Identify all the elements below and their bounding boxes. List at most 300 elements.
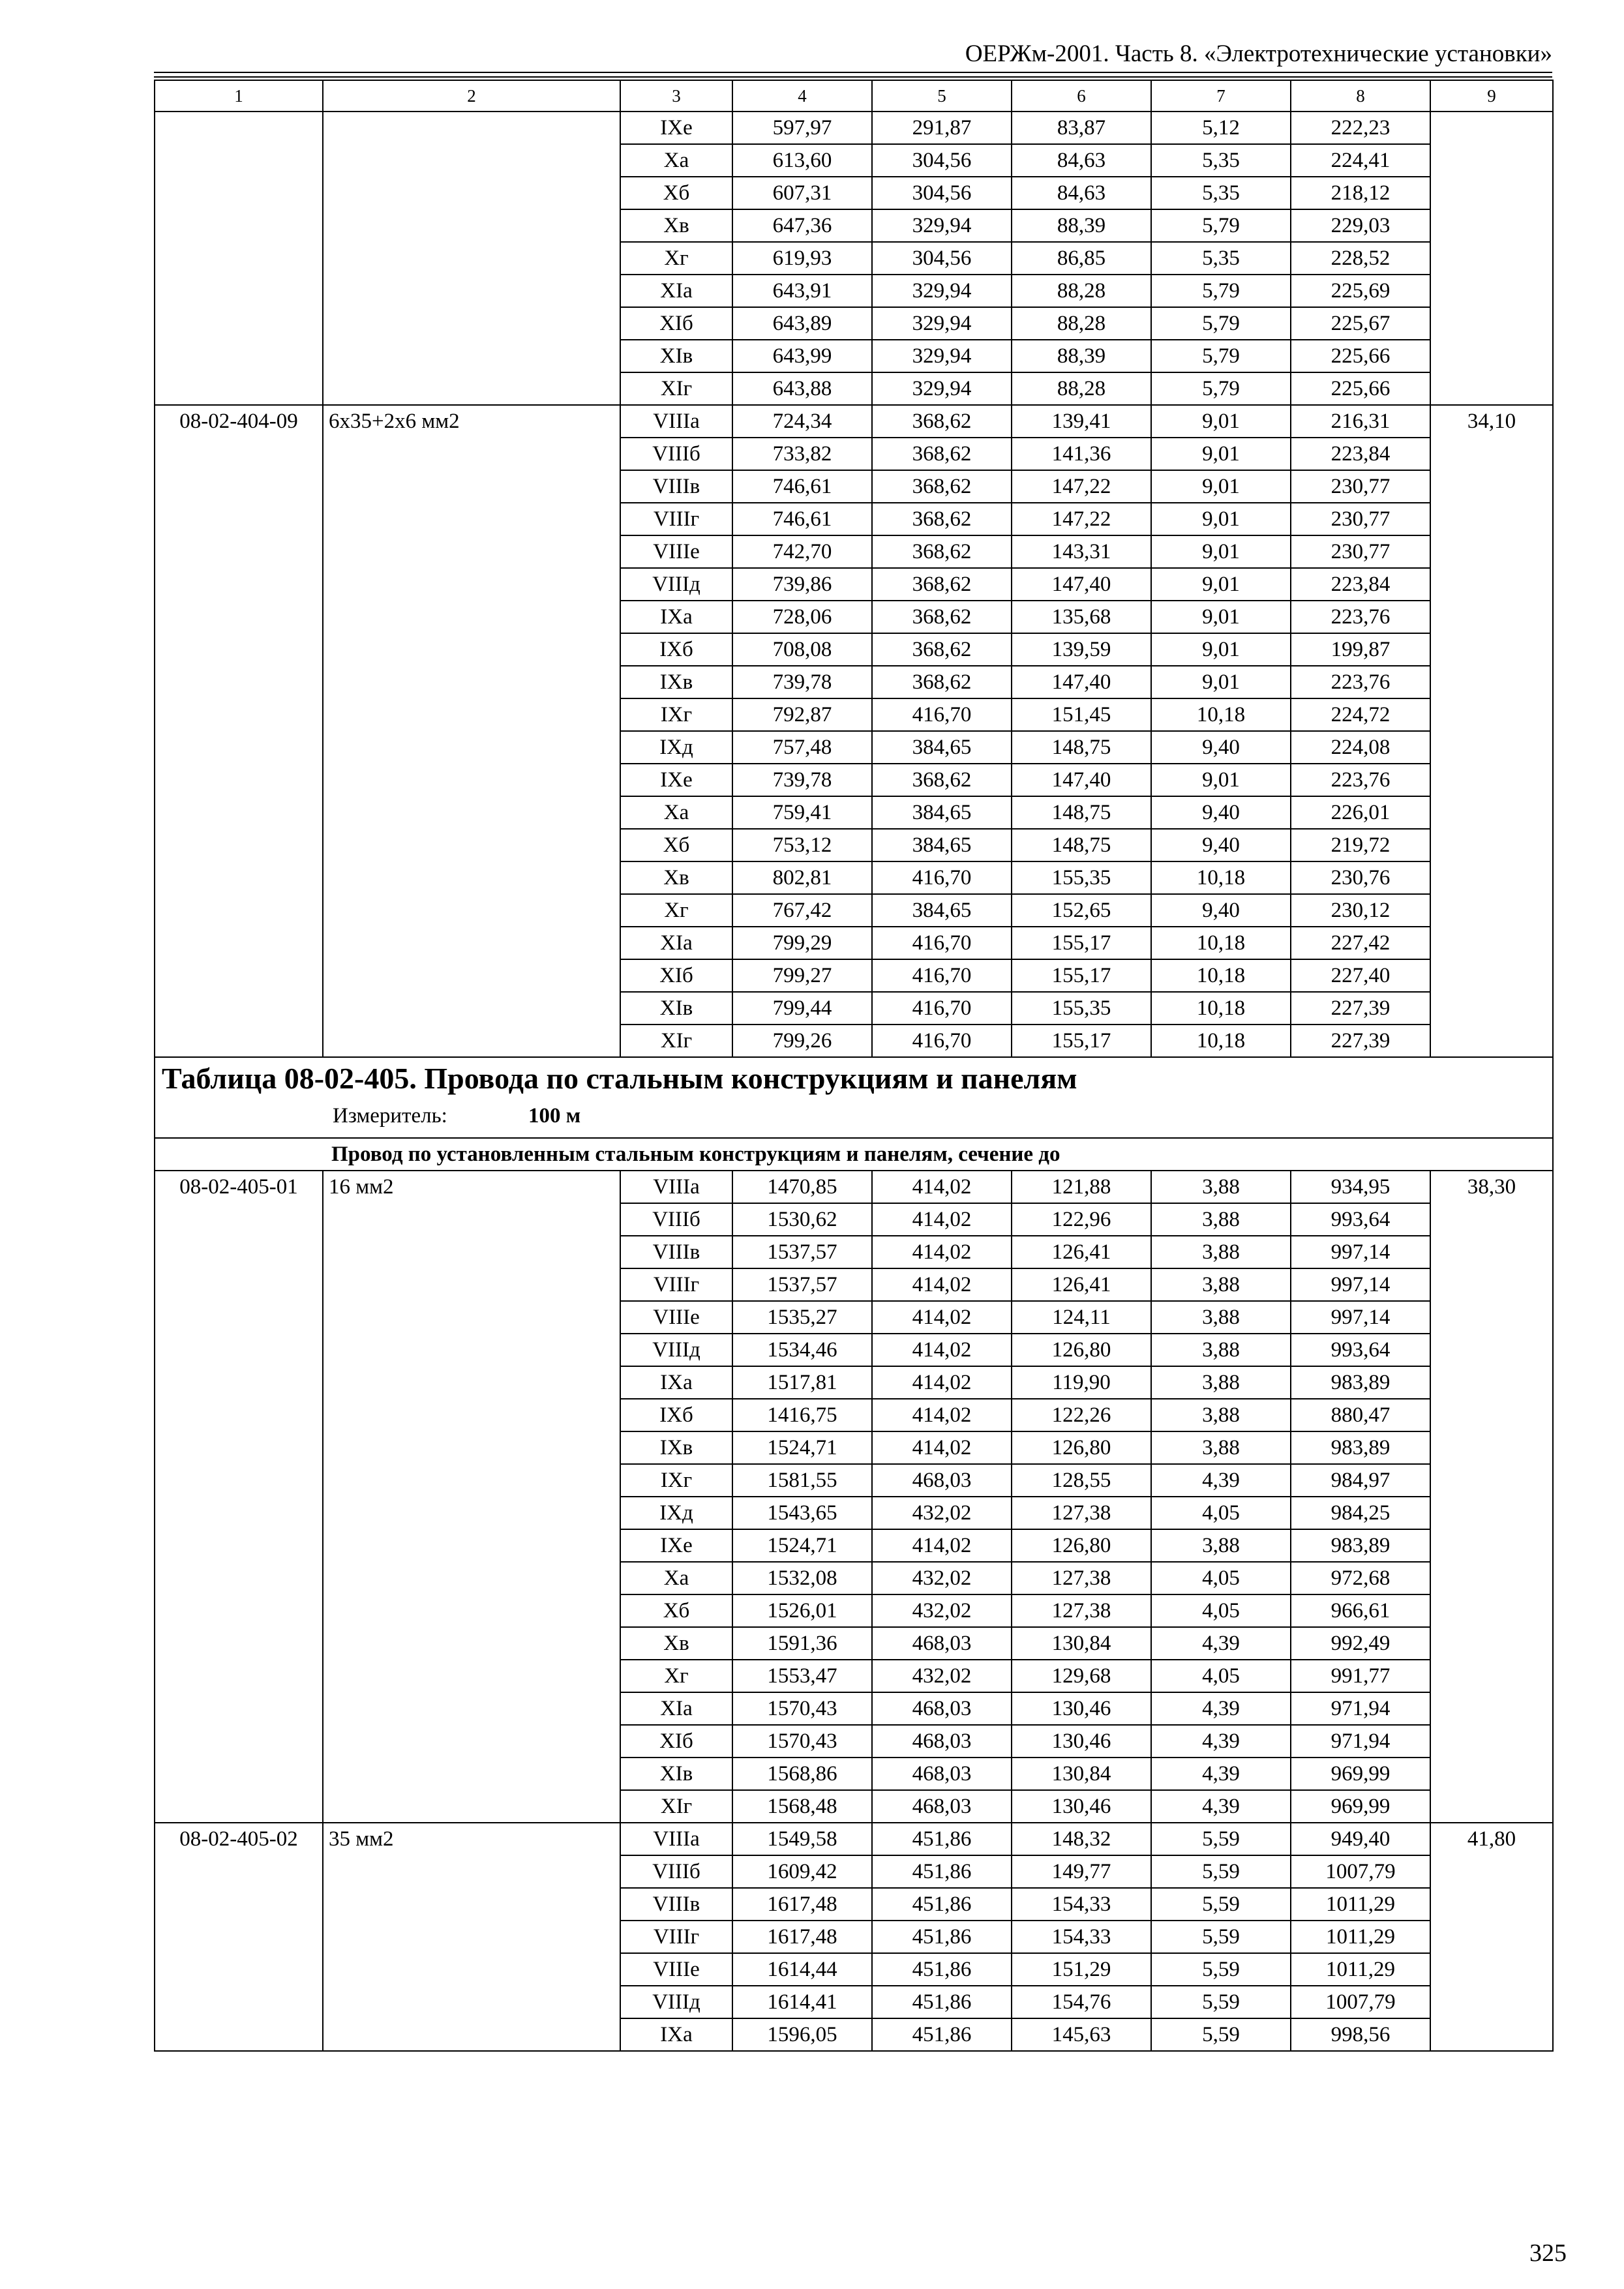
materials-cell: 971,94	[1291, 1692, 1430, 1725]
zone-cell: IXа	[620, 1366, 732, 1399]
code-cell	[155, 144, 323, 177]
code-cell	[155, 2018, 323, 2051]
machine-cost-cell: 143,31	[1012, 535, 1151, 568]
wages-cell: 414,02	[872, 1399, 1012, 1431]
labor-norm-cell	[1430, 666, 1553, 698]
wages-cell: 451,86	[872, 1921, 1012, 1953]
wages-cell: 416,70	[872, 992, 1012, 1025]
materials-cell: 971,94	[1291, 1725, 1430, 1758]
code-cell	[155, 242, 323, 275]
machinist-wages-cell: 5,12	[1151, 112, 1291, 144]
zone-cell: IXе	[620, 764, 732, 796]
zone-cell: IXе	[620, 1529, 732, 1562]
code-cell	[155, 438, 323, 470]
machinist-wages-cell: 5,35	[1151, 177, 1291, 209]
machinist-wages-cell: 5,59	[1151, 1823, 1291, 1855]
zone-cell: VIIIд	[620, 1986, 732, 2018]
description-cell	[323, 568, 620, 601]
code-cell	[155, 1025, 323, 1057]
header-rule-double	[154, 76, 1552, 78]
zone-cell: XIв	[620, 992, 732, 1025]
labor-norm-cell	[1430, 535, 1553, 568]
total-cost-cell: 1543,65	[732, 1497, 872, 1529]
wages-cell: 384,65	[872, 829, 1012, 861]
code-cell	[155, 861, 323, 894]
wages-cell: 329,94	[872, 275, 1012, 307]
machine-cost-cell: 148,75	[1012, 796, 1151, 829]
description-cell	[323, 340, 620, 372]
wages-cell: 416,70	[872, 1025, 1012, 1057]
description-cell	[323, 1562, 620, 1594]
wages-cell: 432,02	[872, 1497, 1012, 1529]
description-cell	[323, 2018, 620, 2051]
total-cost-cell: 647,36	[732, 209, 872, 242]
labor-norm-cell	[1430, 438, 1553, 470]
zone-cell: IXа	[620, 601, 732, 633]
table-row	[155, 698, 1553, 731]
materials-cell: 991,77	[1291, 1660, 1430, 1692]
table-row	[155, 1171, 1553, 1203]
wages-cell: 384,65	[872, 731, 1012, 764]
code-cell	[155, 568, 323, 601]
machinist-wages-cell: 9,01	[1151, 470, 1291, 503]
table-row	[155, 1399, 1553, 1431]
materials-cell: 1007,79	[1291, 1986, 1430, 2018]
total-cost-cell: 739,86	[732, 568, 872, 601]
code-cell	[155, 1203, 323, 1236]
machine-cost-cell: 154,76	[1012, 1986, 1151, 2018]
machinist-wages-cell: 9,40	[1151, 731, 1291, 764]
wages-cell: 414,02	[872, 1431, 1012, 1464]
description-cell	[323, 927, 620, 959]
materials-cell: 969,99	[1291, 1790, 1430, 1823]
table-row	[155, 1562, 1553, 1594]
page-number: 325	[1529, 2239, 1567, 2267]
machinist-wages-cell: 5,59	[1151, 1855, 1291, 1888]
machinist-wages-cell: 5,35	[1151, 242, 1291, 275]
description-cell	[323, 633, 620, 666]
description-cell	[323, 1986, 620, 2018]
materials-cell: 1011,29	[1291, 1888, 1430, 1921]
labor-norm-cell	[1430, 1953, 1553, 1986]
labor-norm-cell: 38,30	[1430, 1171, 1553, 1203]
machinist-wages-cell: 9,40	[1151, 829, 1291, 861]
labor-norm-cell	[1430, 1725, 1553, 1758]
description-cell	[323, 209, 620, 242]
machine-cost-cell: 128,55	[1012, 1464, 1151, 1497]
table-row	[155, 1855, 1553, 1888]
code-cell	[155, 1627, 323, 1660]
code-cell	[155, 1431, 323, 1464]
running-header: ОЕРЖм-2001. Часть 8. «Электротехнические установки»	[965, 40, 1552, 67]
labor-norm-cell	[1430, 112, 1553, 144]
total-cost-cell: 1537,57	[732, 1268, 872, 1301]
labor-norm-cell	[1430, 177, 1553, 209]
machine-cost-cell: 147,40	[1012, 568, 1151, 601]
zone-cell: Xб	[620, 1594, 732, 1627]
total-cost-cell: 1535,27	[732, 1301, 872, 1334]
total-cost-cell: 742,70	[732, 535, 872, 568]
machinist-wages-cell: 3,88	[1151, 1431, 1291, 1464]
machinist-wages-cell: 4,39	[1151, 1627, 1291, 1660]
machine-cost-cell: 127,38	[1012, 1594, 1151, 1627]
description-cell	[323, 307, 620, 340]
total-cost-cell: 1568,48	[732, 1790, 872, 1823]
materials-cell: 969,99	[1291, 1758, 1430, 1790]
table-row	[155, 1529, 1553, 1562]
wages-cell: 368,62	[872, 764, 1012, 796]
materials-cell: 997,14	[1291, 1268, 1430, 1301]
table-row	[155, 535, 1553, 568]
materials-cell: 1007,79	[1291, 1855, 1430, 1888]
labor-norm-cell: 34,10	[1430, 405, 1553, 438]
zone-cell: XIб	[620, 307, 732, 340]
description-cell	[323, 829, 620, 861]
materials-cell: 227,40	[1291, 959, 1430, 992]
total-cost-cell: 799,26	[732, 1025, 872, 1057]
machinist-wages-cell: 4,05	[1151, 1660, 1291, 1692]
column-number-5: 5	[872, 80, 1012, 112]
zone-cell: VIIIа	[620, 1823, 732, 1855]
machine-cost-cell: 126,80	[1012, 1529, 1151, 1562]
description-cell	[323, 959, 620, 992]
materials-cell: 222,23	[1291, 112, 1430, 144]
labor-norm-cell	[1430, 1366, 1553, 1399]
code-cell	[155, 1594, 323, 1627]
total-cost-cell: 1568,86	[732, 1758, 872, 1790]
machine-cost-cell: 147,22	[1012, 470, 1151, 503]
zone-cell: IXе	[620, 112, 732, 144]
machinist-wages-cell: 10,18	[1151, 992, 1291, 1025]
wages-cell: 451,86	[872, 2018, 1012, 2051]
labor-norm-cell	[1430, 1888, 1553, 1921]
machinist-wages-cell: 4,39	[1151, 1790, 1291, 1823]
header-rule	[154, 72, 1552, 73]
total-cost-cell: 643,99	[732, 340, 872, 372]
labor-norm-cell	[1430, 1758, 1553, 1790]
column-number-6: 6	[1012, 80, 1151, 112]
wages-cell: 468,03	[872, 1790, 1012, 1823]
description-cell	[323, 177, 620, 209]
table-row	[155, 1236, 1553, 1268]
machine-cost-cell: 130,46	[1012, 1725, 1151, 1758]
description-cell	[323, 1529, 620, 1562]
code-cell	[155, 1268, 323, 1301]
zone-cell: VIIIд	[620, 1334, 732, 1366]
description-cell	[323, 1953, 620, 1986]
machinist-wages-cell: 3,88	[1151, 1399, 1291, 1431]
column-number-row	[155, 80, 1553, 112]
table-row	[155, 1823, 1553, 1855]
total-cost-cell: 802,81	[732, 861, 872, 894]
table-row	[155, 1953, 1553, 1986]
machine-cost-cell: 147,22	[1012, 503, 1151, 535]
description-cell	[323, 1790, 620, 1823]
total-cost-cell: 1596,05	[732, 2018, 872, 2051]
table-row	[155, 959, 1553, 992]
materials-cell: 223,76	[1291, 601, 1430, 633]
zone-cell: XIг	[620, 1025, 732, 1057]
materials-cell: 216,31	[1291, 405, 1430, 438]
materials-cell: 983,89	[1291, 1366, 1430, 1399]
description-cell	[323, 438, 620, 470]
code-cell	[155, 1529, 323, 1562]
total-cost-cell: 1416,75	[732, 1399, 872, 1431]
zone-cell: Xг	[620, 1660, 732, 1692]
description-cell	[323, 275, 620, 307]
zone-cell: Xа	[620, 1562, 732, 1594]
zone-cell: IXг	[620, 1464, 732, 1497]
machine-cost-cell: 145,63	[1012, 2018, 1151, 2051]
wages-cell: 414,02	[872, 1334, 1012, 1366]
labor-norm-cell	[1430, 340, 1553, 372]
machine-cost-cell: 122,26	[1012, 1399, 1151, 1431]
code-cell	[155, 1790, 323, 1823]
machine-cost-cell: 141,36	[1012, 438, 1151, 470]
code-cell	[155, 1986, 323, 2018]
zone-cell: IXд	[620, 1497, 732, 1529]
materials-cell: 199,87	[1291, 633, 1430, 666]
zone-cell: XIб	[620, 959, 732, 992]
total-cost-cell: 759,41	[732, 796, 872, 829]
total-cost-cell: 1532,08	[732, 1562, 872, 1594]
description-cell	[323, 1268, 620, 1301]
description-cell	[323, 503, 620, 535]
wages-cell: 414,02	[872, 1171, 1012, 1203]
code-cell	[155, 1236, 323, 1268]
wages-cell: 368,62	[872, 405, 1012, 438]
table-row	[155, 1497, 1553, 1529]
zone-cell: VIIIб	[620, 1203, 732, 1236]
labor-norm-cell	[1430, 275, 1553, 307]
wages-cell: 432,02	[872, 1594, 1012, 1627]
code-cell	[155, 503, 323, 535]
total-cost-cell: 613,60	[732, 144, 872, 177]
labor-norm-cell	[1430, 1660, 1553, 1692]
table-row	[155, 764, 1553, 796]
materials-cell: 993,64	[1291, 1203, 1430, 1236]
wages-cell: 368,62	[872, 601, 1012, 633]
labor-norm-cell	[1430, 731, 1553, 764]
description-cell	[323, 1660, 620, 1692]
labor-norm-cell	[1430, 209, 1553, 242]
total-cost-cell: 757,48	[732, 731, 872, 764]
zone-cell: XIг	[620, 1790, 732, 1823]
machine-cost-cell: 121,88	[1012, 1171, 1151, 1203]
description-cell	[323, 1203, 620, 1236]
table-row	[155, 1888, 1553, 1921]
materials-cell: 225,69	[1291, 275, 1430, 307]
zone-cell: VIIIе	[620, 535, 732, 568]
code-cell	[155, 666, 323, 698]
description-cell	[323, 1236, 620, 1268]
machine-cost-cell: 148,75	[1012, 829, 1151, 861]
machine-cost-cell: 147,40	[1012, 764, 1151, 796]
labor-norm-cell	[1430, 698, 1553, 731]
machine-cost-cell: 155,35	[1012, 992, 1151, 1025]
total-cost-cell: 739,78	[732, 666, 872, 698]
table-row	[155, 1921, 1553, 1953]
wages-cell: 416,70	[872, 698, 1012, 731]
machinist-wages-cell: 9,01	[1151, 601, 1291, 633]
table-row	[155, 1627, 1553, 1660]
machinist-wages-cell: 5,59	[1151, 2018, 1291, 2051]
wages-cell: 468,03	[872, 1725, 1012, 1758]
wages-cell: 304,56	[872, 177, 1012, 209]
machine-cost-cell: 88,39	[1012, 340, 1151, 372]
labor-norm-cell	[1430, 1203, 1553, 1236]
table-row	[155, 1334, 1553, 1366]
table-row	[155, 177, 1553, 209]
table-row	[155, 1660, 1553, 1692]
labor-norm-cell	[1430, 1790, 1553, 1823]
materials-cell: 223,76	[1291, 764, 1430, 796]
labor-norm-cell	[1430, 1236, 1553, 1268]
labor-norm-cell	[1430, 796, 1553, 829]
code-cell	[155, 209, 323, 242]
wages-cell: 468,03	[872, 1627, 1012, 1660]
zone-cell: XIб	[620, 1725, 732, 1758]
column-number-9: 9	[1430, 80, 1553, 112]
zone-cell: IXа	[620, 2018, 732, 2051]
labor-norm-cell	[1430, 372, 1553, 405]
total-cost-cell: 1614,44	[732, 1953, 872, 1986]
table-row	[155, 1431, 1553, 1464]
code-cell	[155, 112, 323, 144]
materials-cell: 219,72	[1291, 829, 1430, 861]
machinist-wages-cell: 3,88	[1151, 1171, 1291, 1203]
description-cell: 16 мм2	[323, 1171, 620, 1203]
table-row	[155, 1366, 1553, 1399]
zone-cell: IXв	[620, 666, 732, 698]
wages-cell: 368,62	[872, 438, 1012, 470]
table-row	[155, 796, 1553, 829]
table-row	[155, 992, 1553, 1025]
machinist-wages-cell: 10,18	[1151, 861, 1291, 894]
total-cost-cell: 1524,71	[732, 1431, 872, 1464]
measure-label: Измеритель:	[333, 1104, 447, 1128]
materials-cell: 992,49	[1291, 1627, 1430, 1660]
table-row	[155, 503, 1553, 535]
labor-norm-cell	[1430, 1921, 1553, 1953]
description-cell	[323, 112, 620, 144]
wages-cell: 329,94	[872, 340, 1012, 372]
code-cell	[155, 927, 323, 959]
machinist-wages-cell: 10,18	[1151, 959, 1291, 992]
machinist-wages-cell: 9,01	[1151, 666, 1291, 698]
zone-cell: Xв	[620, 209, 732, 242]
wages-cell: 451,86	[872, 1888, 1012, 1921]
machine-cost-cell: 154,33	[1012, 1921, 1151, 1953]
table-row	[155, 242, 1553, 275]
table-row	[155, 666, 1553, 698]
labor-norm-cell	[1430, 894, 1553, 927]
total-cost-cell: 1609,42	[732, 1855, 872, 1888]
materials-cell: 1011,29	[1291, 1953, 1430, 1986]
materials-cell: 230,77	[1291, 535, 1430, 568]
zone-cell: XIв	[620, 340, 732, 372]
code-cell	[155, 1692, 323, 1725]
description-cell	[323, 861, 620, 894]
machine-cost-cell: 88,39	[1012, 209, 1151, 242]
total-cost-cell: 792,87	[732, 698, 872, 731]
machine-cost-cell: 152,65	[1012, 894, 1151, 927]
table-title: Таблица 08-02-405. Провода по стальным конструкциям и панелям	[162, 1062, 1077, 1095]
machinist-wages-cell: 10,18	[1151, 1025, 1291, 1057]
total-cost-cell: 1526,01	[732, 1594, 872, 1627]
machinist-wages-cell: 3,88	[1151, 1236, 1291, 1268]
code-cell	[155, 764, 323, 796]
description-cell	[323, 470, 620, 503]
zone-cell: VIIIв	[620, 1888, 732, 1921]
total-cost-cell: 1549,58	[732, 1823, 872, 1855]
labor-norm-cell	[1430, 1464, 1553, 1497]
labor-norm-cell	[1430, 307, 1553, 340]
machine-cost-cell: 130,46	[1012, 1692, 1151, 1725]
materials-cell: 993,64	[1291, 1334, 1430, 1366]
machine-cost-cell: 127,38	[1012, 1562, 1151, 1594]
zone-cell: Xг	[620, 242, 732, 275]
machine-cost-cell: 126,80	[1012, 1334, 1151, 1366]
machinist-wages-cell: 10,18	[1151, 698, 1291, 731]
labor-norm-cell	[1430, 1025, 1553, 1057]
materials-cell: 227,39	[1291, 1025, 1430, 1057]
table-row	[155, 438, 1553, 470]
zone-cell: VIIIе	[620, 1301, 732, 1334]
description-cell	[323, 1594, 620, 1627]
code-cell	[155, 959, 323, 992]
wages-cell: 416,70	[872, 959, 1012, 992]
code-cell	[155, 1366, 323, 1399]
zone-cell: IXд	[620, 731, 732, 764]
zone-cell: XIа	[620, 275, 732, 307]
materials-cell: 218,12	[1291, 177, 1430, 209]
materials-cell: 934,95	[1291, 1171, 1430, 1203]
machinist-wages-cell: 9,01	[1151, 535, 1291, 568]
machine-cost-cell: 155,17	[1012, 1025, 1151, 1057]
column-number-7: 7	[1151, 80, 1291, 112]
table-row	[155, 307, 1553, 340]
machinist-wages-cell: 5,79	[1151, 340, 1291, 372]
code-cell	[155, 992, 323, 1025]
wages-cell: 368,62	[872, 568, 1012, 601]
machinist-wages-cell: 9,40	[1151, 894, 1291, 927]
machine-cost-cell: 130,46	[1012, 1790, 1151, 1823]
machinist-wages-cell: 3,88	[1151, 1529, 1291, 1562]
labor-norm-cell: 41,80	[1430, 1823, 1553, 1855]
labor-norm-cell	[1430, 829, 1553, 861]
labor-norm-cell	[1430, 242, 1553, 275]
machinist-wages-cell: 5,35	[1151, 144, 1291, 177]
total-cost-cell: 724,34	[732, 405, 872, 438]
zone-cell: Xа	[620, 796, 732, 829]
machine-cost-cell: 124,11	[1012, 1301, 1151, 1334]
machinist-wages-cell: 3,88	[1151, 1268, 1291, 1301]
wages-cell: 414,02	[872, 1301, 1012, 1334]
total-cost-cell: 746,61	[732, 470, 872, 503]
code-cell	[155, 340, 323, 372]
materials-cell: 949,40	[1291, 1823, 1430, 1855]
machinist-wages-cell: 4,39	[1151, 1464, 1291, 1497]
wages-cell: 329,94	[872, 209, 1012, 242]
materials-cell: 223,76	[1291, 666, 1430, 698]
total-cost-cell: 799,27	[732, 959, 872, 992]
table-row	[155, 1758, 1553, 1790]
code-cell	[155, 275, 323, 307]
total-cost-cell: 643,89	[732, 307, 872, 340]
table-row	[155, 829, 1553, 861]
machinist-wages-cell: 5,79	[1151, 372, 1291, 405]
